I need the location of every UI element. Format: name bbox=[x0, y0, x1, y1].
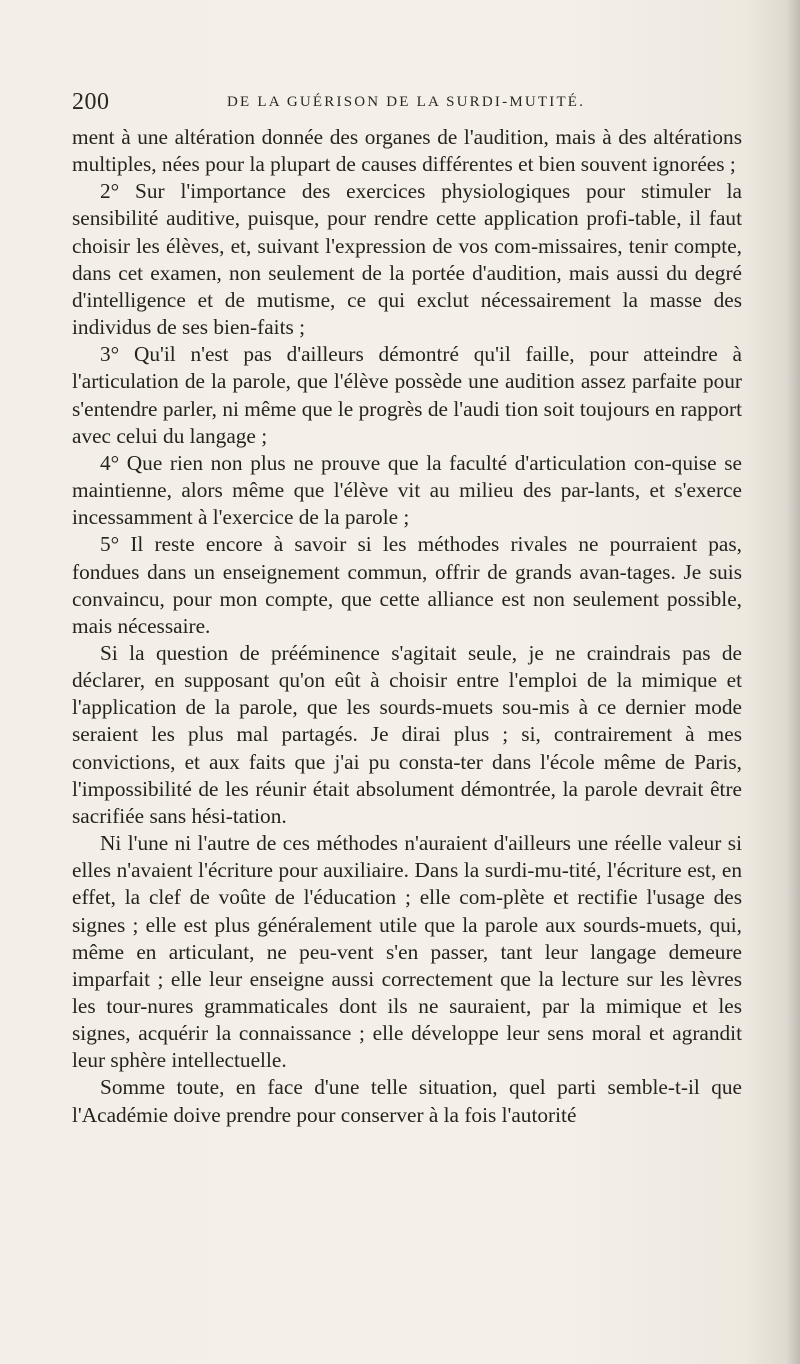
page-number: 200 bbox=[72, 89, 110, 115]
paragraph-preeminence: Si la question de prééminence s'agitait seule, je ne craindrais pas de déclarer, en supposant qu'on eût à choisir entre l'emploi de la mimique et l'application de la parole, que les sourds-muets sou-mis à ce dernier mode seraient les plus mal partagés. Je dirai plus ; si, contrairement à mes convictions, et aux faits que j'ai pu consta-ter dans l'école même de Paris, l'impossibilité de les réunir était absolument démontrée, la parole devrait être sacrifiée sans hési-tation. bbox=[72, 640, 742, 828]
page-header bbox=[72, 88, 742, 116]
paragraph-point-2: 2° Sur l'importance des exercices physiologiques pour stimuler la sensibilité auditive, puisque, pour rendre cette application profi-table, il faut choisir les élèves, et, suivant l'expression de vos com-missaires, tenir compte, dans cet examen, non seulement de la portée d'audition, mais aussi du degré d'intelligence et de mutisme, ce qui exclut nécessairement la masse des individus de ses bien-faits ; bbox=[72, 179, 742, 340]
paragraph-writing: Ni l'une ni l'autre de ces méthodes n'auraient d'ailleurs une réelle valeur si elles n'avaient l'écriture pour auxiliaire. Dans la surdi-mu-tité, l'écriture est, en effet, la clef de voûte de l'éducation ; elle com-plète et rectifie l'usage des signes ; elle est plus généralement utile que la parole aux sourds-muets, qui, même en articulant, ne peu-vent s'en passer, tant leur langage demeure imparfait ; elle leur enseigne aussi correctement que la lecture sur les lèvres les tour-nures grammaticales dont ils ne sauraient, par la mimique et les signes, acquérir la connaissance ; elle développe leur sens moral et agrandit leur sphère intellectuelle. bbox=[72, 831, 742, 1073]
paragraph-point-3: 3° Qu'il n'est pas d'ailleurs démontré qu'il faille, pour atteindre à l'articulation de la parole, que l'élève possède une audition assez parfaite pour s'entendre parler, ni même que le progrès de l'audi tion soit toujours en rapport avec celui du langage ; bbox=[72, 342, 742, 448]
paragraph-point-5: 5° Il reste encore à savoir si les méthodes rivales ne pourraient pas, fondues dans un enseignement commun, offrir de grands avan-tages. Je suis convaincu, pour mon compte, que cette alliance est non seulement possible, mais nécessaire. bbox=[72, 532, 742, 638]
running-title: DE LA GUÉRISON DE LA SURDI-MUTITÉ. bbox=[227, 94, 586, 110]
paragraph-point-4: 4° Que rien non plus ne prouve que la faculté d'articulation con-quise se maintienne, alors même que l'élève vit au milieu des par-lants, et s'exerce incessamment à l'exercice de la parole ; bbox=[72, 450, 742, 530]
paragraph-conclusion: Somme toute, en face d'une telle situation, quel parti semble-t-il que l'Académie doive prendre pour conserver à la fois l'autorité bbox=[72, 1075, 742, 1127]
paragraph-continued: ment à une altération donnée des organes de l'audition, mais à des altérations multiples, nées pour la plupart de causes différentes et bien souvent ignorées ; bbox=[72, 125, 742, 177]
page-edge-shadow bbox=[786, 0, 800, 1364]
body-text bbox=[72, 124, 742, 1129]
